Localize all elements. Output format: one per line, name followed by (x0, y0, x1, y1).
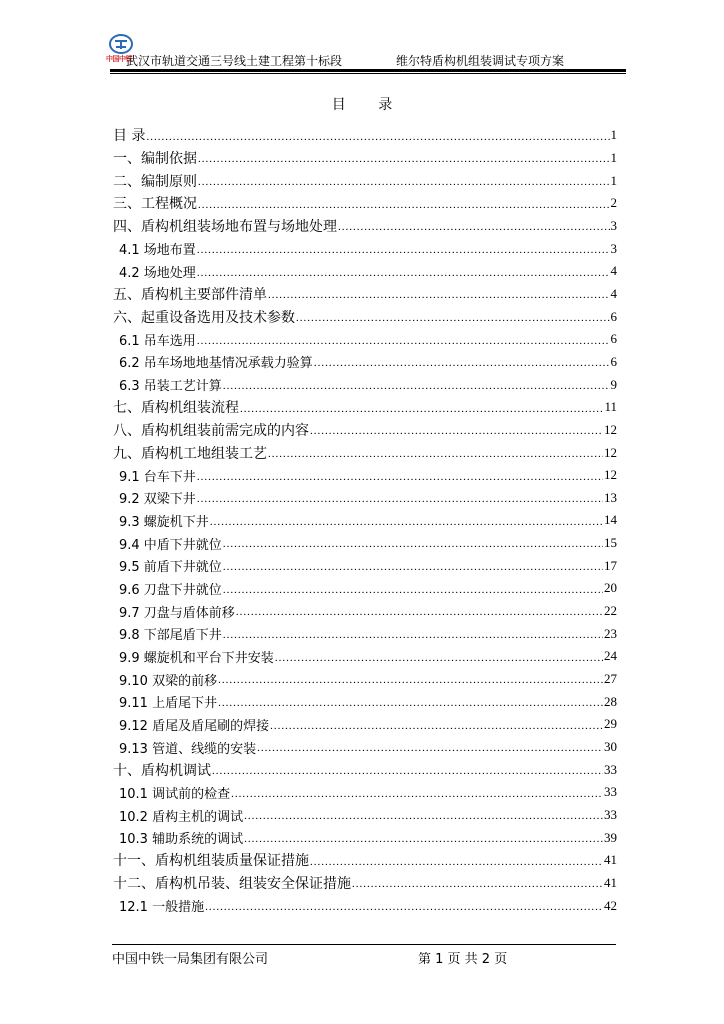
toc-dot-leader (352, 879, 603, 894)
toc-dot-leader (240, 404, 603, 419)
toc-dot-leader (244, 811, 603, 826)
toc-entry-page: 41 (604, 852, 617, 868)
toc-entry-label: 十一、盾构机组装质量保证措施 (113, 853, 309, 870)
toc-entry-page: 41 (604, 874, 617, 890)
footer-company: 中国中铁一局集团有限公司 (112, 952, 269, 967)
toc-dot-leader (257, 743, 603, 758)
toc-dot-leader (231, 789, 603, 804)
toc-entry-label: 十二、盾构机吊装、组装安全保证措施 (113, 875, 351, 892)
toc-entry-label: 9.1 台车下井 (119, 469, 196, 485)
toc-entry-label: 4.1 场地布置 (119, 243, 196, 259)
toc-dot-leader (197, 336, 610, 351)
toc-dot-leader (268, 290, 610, 305)
toc-entry-label: 四、盾构机组装场地布置与场地处理 (113, 218, 337, 235)
toc-entry[interactable] (113, 849, 617, 872)
toc-entry-page: 42 (604, 897, 617, 913)
toc-entry[interactable] (113, 283, 617, 306)
toc-entry-page: 3 (610, 240, 617, 256)
toc-entry[interactable] (113, 260, 617, 283)
toc-entry[interactable] (113, 396, 617, 419)
toc-entry[interactable] (113, 487, 617, 510)
toc-entry-label: 10.2 盾构主机的调试 (119, 809, 244, 825)
toc-entry-page: 1 (610, 149, 617, 165)
toc-entry-label: 9.11 上盾尾下井 (119, 696, 218, 712)
toc-entry-label: 6.3 吊装工艺计算 (119, 379, 222, 395)
toc-entry-page: 11 (604, 399, 617, 415)
toc-dot-leader (146, 132, 609, 147)
toc-entry-label: 10.3 辅助系统的调试 (119, 832, 244, 848)
toc-entry-label: 9.8 下部尾盾下井 (119, 628, 222, 644)
toc-dot-leader (275, 653, 603, 668)
toc-entry-label: 三、工程概况 (113, 196, 197, 213)
footer-rule (112, 944, 616, 945)
toc-dot-leader (236, 607, 603, 622)
toc-entry[interactable] (113, 351, 617, 374)
toc-dot-leader (338, 222, 610, 237)
toc-entry[interactable] (113, 736, 617, 759)
toc-dot-leader (197, 494, 603, 509)
toc-dot-leader (314, 358, 610, 373)
header-rule-thin (110, 73, 626, 74)
toc-entry[interactable] (113, 328, 617, 351)
toc-dot-leader (244, 834, 603, 849)
header-project-name: 武汉市轨道交通三号线土建工程第十标段 (126, 54, 343, 68)
header-document-title: 维尔特盾构机组装调试专项方案 (396, 54, 565, 68)
toc-entry[interactable] (113, 577, 617, 600)
toc-entry-label: 9.2 双梁下井 (119, 492, 196, 508)
toc-entry[interactable] (113, 894, 617, 917)
toc-entry-page: 1 (610, 172, 617, 188)
toc-entry-label: 10.1 调试前的检查 (119, 786, 231, 802)
toc-dot-leader (223, 539, 603, 554)
toc-dot-leader (197, 268, 610, 283)
toc-entry-page: 22 (604, 603, 617, 619)
toc-dot-leader (212, 766, 603, 781)
toc-dot-leader (198, 200, 610, 215)
toc-entry-page: 13 (604, 489, 617, 505)
page-header (106, 34, 626, 74)
toc-entry-page: 12 (604, 421, 617, 437)
toc-dot-leader (223, 630, 603, 645)
toc-entry-label: 9.10 双梁的前移 (119, 673, 218, 689)
toc-entry[interactable] (113, 713, 617, 736)
toc-entry-page: 4 (610, 285, 617, 301)
toc-entry[interactable] (113, 509, 617, 532)
toc-entry[interactable] (113, 622, 617, 645)
toc-entry[interactable] (113, 690, 617, 713)
toc-entry-page: 6 (610, 353, 617, 369)
toc-entry-page: 20 (604, 580, 617, 596)
toc-entry-page: 14 (604, 512, 617, 528)
toc-entry-label: 9.4 中盾下井就位 (119, 537, 222, 553)
toc-entry[interactable] (113, 305, 617, 328)
toc-entry[interactable] (113, 373, 617, 396)
toc-dot-leader (310, 857, 603, 872)
toc-entry-label: 八、盾构机组装前需完成的内容 (113, 422, 309, 439)
logo-text: 中国中铁 (106, 55, 132, 63)
toc-entry[interactable] (113, 192, 617, 215)
toc-entry-label: 9.13 管道、线缆的安装 (119, 741, 257, 757)
toc-dot-leader (198, 177, 610, 192)
toc-heading: 目 录 (331, 97, 407, 113)
toc-entry-page: 33 (604, 807, 617, 823)
toc-entry-page: 24 (604, 648, 617, 664)
toc-entry[interactable] (113, 147, 617, 170)
toc-entry-page: 28 (604, 693, 617, 709)
toc-entry-label: 9.5 前盾下井就位 (119, 560, 222, 576)
toc-entry-label: 五、盾构机主要部件清单 (113, 286, 267, 303)
toc-entry[interactable] (113, 872, 617, 895)
toc-dot-leader (296, 313, 610, 328)
toc-entry-page: 12 (604, 467, 617, 483)
toc-dot-leader (218, 675, 603, 690)
footer-page-number: 第 1 页 共 2 页 (418, 952, 508, 967)
toc-entry[interactable] (113, 600, 617, 623)
toc-entry-label: 6.2 吊车场地地基情况承载力验算 (119, 356, 313, 372)
toc-entry-label: 十、盾构机调试 (113, 762, 211, 779)
toc-entry-label: 6.1 吊车选用 (119, 333, 196, 349)
toc-entry-page: 39 (604, 829, 617, 845)
toc-entry[interactable] (113, 758, 617, 781)
toc-dot-leader (205, 902, 603, 917)
toc-entry-label: 九、盾构机工地组装工艺 (113, 445, 267, 462)
toc-entry-page: 12 (604, 444, 617, 460)
toc-entry[interactable] (113, 441, 617, 464)
toc-dot-leader (218, 698, 603, 713)
toc-entry-page: 4 (610, 263, 617, 279)
toc-entry-label: 一、编制依据 (113, 150, 197, 167)
toc-dot-leader (198, 154, 610, 169)
toc-entry-label: 目 录 (113, 128, 146, 145)
toc-entry-page: 29 (604, 716, 617, 732)
toc-entry-page: 23 (604, 625, 617, 641)
table-of-contents (113, 124, 617, 917)
toc-entry-label: 二、编制原则 (113, 173, 197, 190)
toc-entry[interactable] (113, 804, 617, 827)
toc-entry-page: 3 (610, 217, 617, 233)
toc-entry-label: 七、盾构机组装流程 (113, 400, 239, 417)
toc-dot-leader (197, 472, 603, 487)
toc-entry[interactable] (113, 668, 617, 691)
toc-entry[interactable] (113, 532, 617, 555)
toc-dot-leader (197, 245, 610, 260)
toc-entry-label: 9.7 刀盘与盾体前移 (119, 605, 235, 621)
toc-entry-page: 2 (610, 195, 617, 211)
toc-dot-leader (210, 517, 603, 532)
toc-entry-page: 15 (604, 535, 617, 551)
toc-dot-leader (310, 426, 603, 441)
toc-entry-label: 9.12 盾尾及盾尾刷的焊接 (119, 718, 270, 734)
toc-entry-page: 1 (610, 127, 617, 143)
toc-entry-label: 4.2 场地处理 (119, 265, 196, 281)
toc-entry-page: 33 (604, 784, 617, 800)
toc-entry[interactable] (113, 781, 617, 804)
toc-entry-page: 9 (610, 376, 617, 392)
toc-entry[interactable] (113, 464, 617, 487)
header-rule (110, 69, 626, 72)
toc-entry-page: 33 (604, 761, 617, 777)
toc-entry-page: 6 (610, 308, 617, 324)
toc-dot-leader (268, 449, 603, 464)
toc-entry[interactable] (113, 554, 617, 577)
toc-entry[interactable] (113, 826, 617, 849)
toc-entry[interactable] (113, 124, 617, 147)
toc-dot-leader (270, 721, 603, 736)
toc-dot-leader (223, 585, 603, 600)
toc-entry-label: 12.1 一般措施 (119, 900, 205, 916)
toc-dot-leader (223, 562, 603, 577)
toc-entry[interactable] (113, 237, 617, 260)
toc-dot-leader (223, 381, 610, 396)
toc-entry-page: 27 (604, 671, 617, 687)
toc-entry-page: 17 (604, 557, 617, 573)
toc-entry[interactable] (113, 169, 617, 192)
toc-entry-page: 6 (610, 331, 617, 347)
toc-entry-label: 9.6 刀盘下井就位 (119, 582, 222, 598)
toc-entry-label: 9.9 螺旋机和平台下井安装 (119, 650, 274, 666)
toc-entry[interactable] (113, 645, 617, 668)
toc-entry[interactable] (113, 215, 617, 238)
toc-entry[interactable] (113, 419, 617, 442)
toc-entry-label: 9.3 螺旋机下井 (119, 514, 209, 530)
toc-entry-page: 30 (604, 739, 617, 755)
toc-entry-label: 六、起重设备选用及技术参数 (113, 309, 295, 326)
